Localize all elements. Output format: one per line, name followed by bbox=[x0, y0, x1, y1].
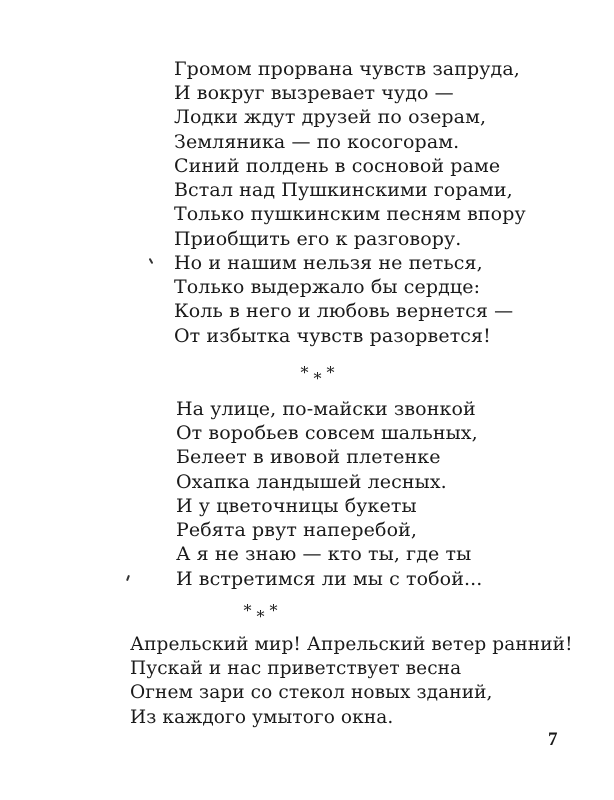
poem-line: Но и нашим нельзя не петься, bbox=[174, 252, 483, 274]
asterisk: * bbox=[269, 601, 278, 620]
poem-line: Земляника — по косогорам. bbox=[174, 130, 460, 153]
section-divider bbox=[241, 601, 280, 626]
poem-line: Синий полдень в сосновой раме bbox=[174, 155, 501, 177]
poem-line: Белеет в ивовой плетенке bbox=[176, 446, 441, 469]
poem-line: Громом прорвана чувств запруда, bbox=[174, 58, 520, 80]
stanza-4 bbox=[176, 397, 478, 494]
print-mark bbox=[149, 258, 154, 264]
stanza-3 bbox=[174, 251, 513, 348]
poem-line: Охапка ландышей лесных. bbox=[176, 470, 447, 493]
poem-line: А я не знаю — кто ты, где ты bbox=[176, 543, 472, 566]
stanza-5 bbox=[176, 494, 482, 591]
poem-line: И у цветочницы букеты bbox=[176, 495, 417, 517]
poem-line: Только выдержало бы сердце: bbox=[174, 276, 481, 299]
poem-line: Коль в него и любовь вернется — bbox=[174, 300, 514, 323]
poem-line: Апрельский мир! Апрельский ветер ранний! bbox=[130, 634, 573, 655]
asterisk: * bbox=[326, 363, 335, 382]
poem-line: Пускай и нас приветствует весна bbox=[130, 658, 462, 680]
poem-line: От воробьев совсем шальных, bbox=[176, 422, 478, 445]
stanza-6 bbox=[130, 633, 573, 730]
poem-line: И встретимся ли мы с тобой... bbox=[176, 567, 483, 590]
poem-line: От избытка чувств разорвется! bbox=[174, 324, 491, 347]
poem-line: Из каждого умытого окна. bbox=[130, 706, 394, 728]
poem-line: Только пушкинским песням впору bbox=[174, 203, 526, 226]
poem-line: Встал над Пушкинскими горами, bbox=[174, 179, 513, 202]
print-mark bbox=[126, 575, 130, 581]
stanza-1 bbox=[174, 57, 520, 154]
page-number: 7 bbox=[548, 729, 558, 750]
asterisk: * bbox=[300, 363, 309, 382]
asterisk: * bbox=[256, 607, 265, 626]
poem-line: На улице, по-майски звонкой bbox=[176, 398, 476, 420]
asterisk: * bbox=[313, 369, 322, 388]
poem-line: Приобщить его к разговору. bbox=[174, 227, 462, 250]
section-divider bbox=[298, 363, 337, 388]
poem-line: И вокруг вызревает чудо — bbox=[174, 82, 454, 105]
stanza-2 bbox=[174, 154, 526, 251]
poem-line: Огнем зари со стекол новых зданий, bbox=[130, 682, 493, 704]
poem-line: Ребята рвут наперебой, bbox=[176, 519, 418, 542]
asterisk: * bbox=[243, 601, 252, 620]
poem-line: Лодки ждут друзей по озерам, bbox=[174, 106, 487, 129]
